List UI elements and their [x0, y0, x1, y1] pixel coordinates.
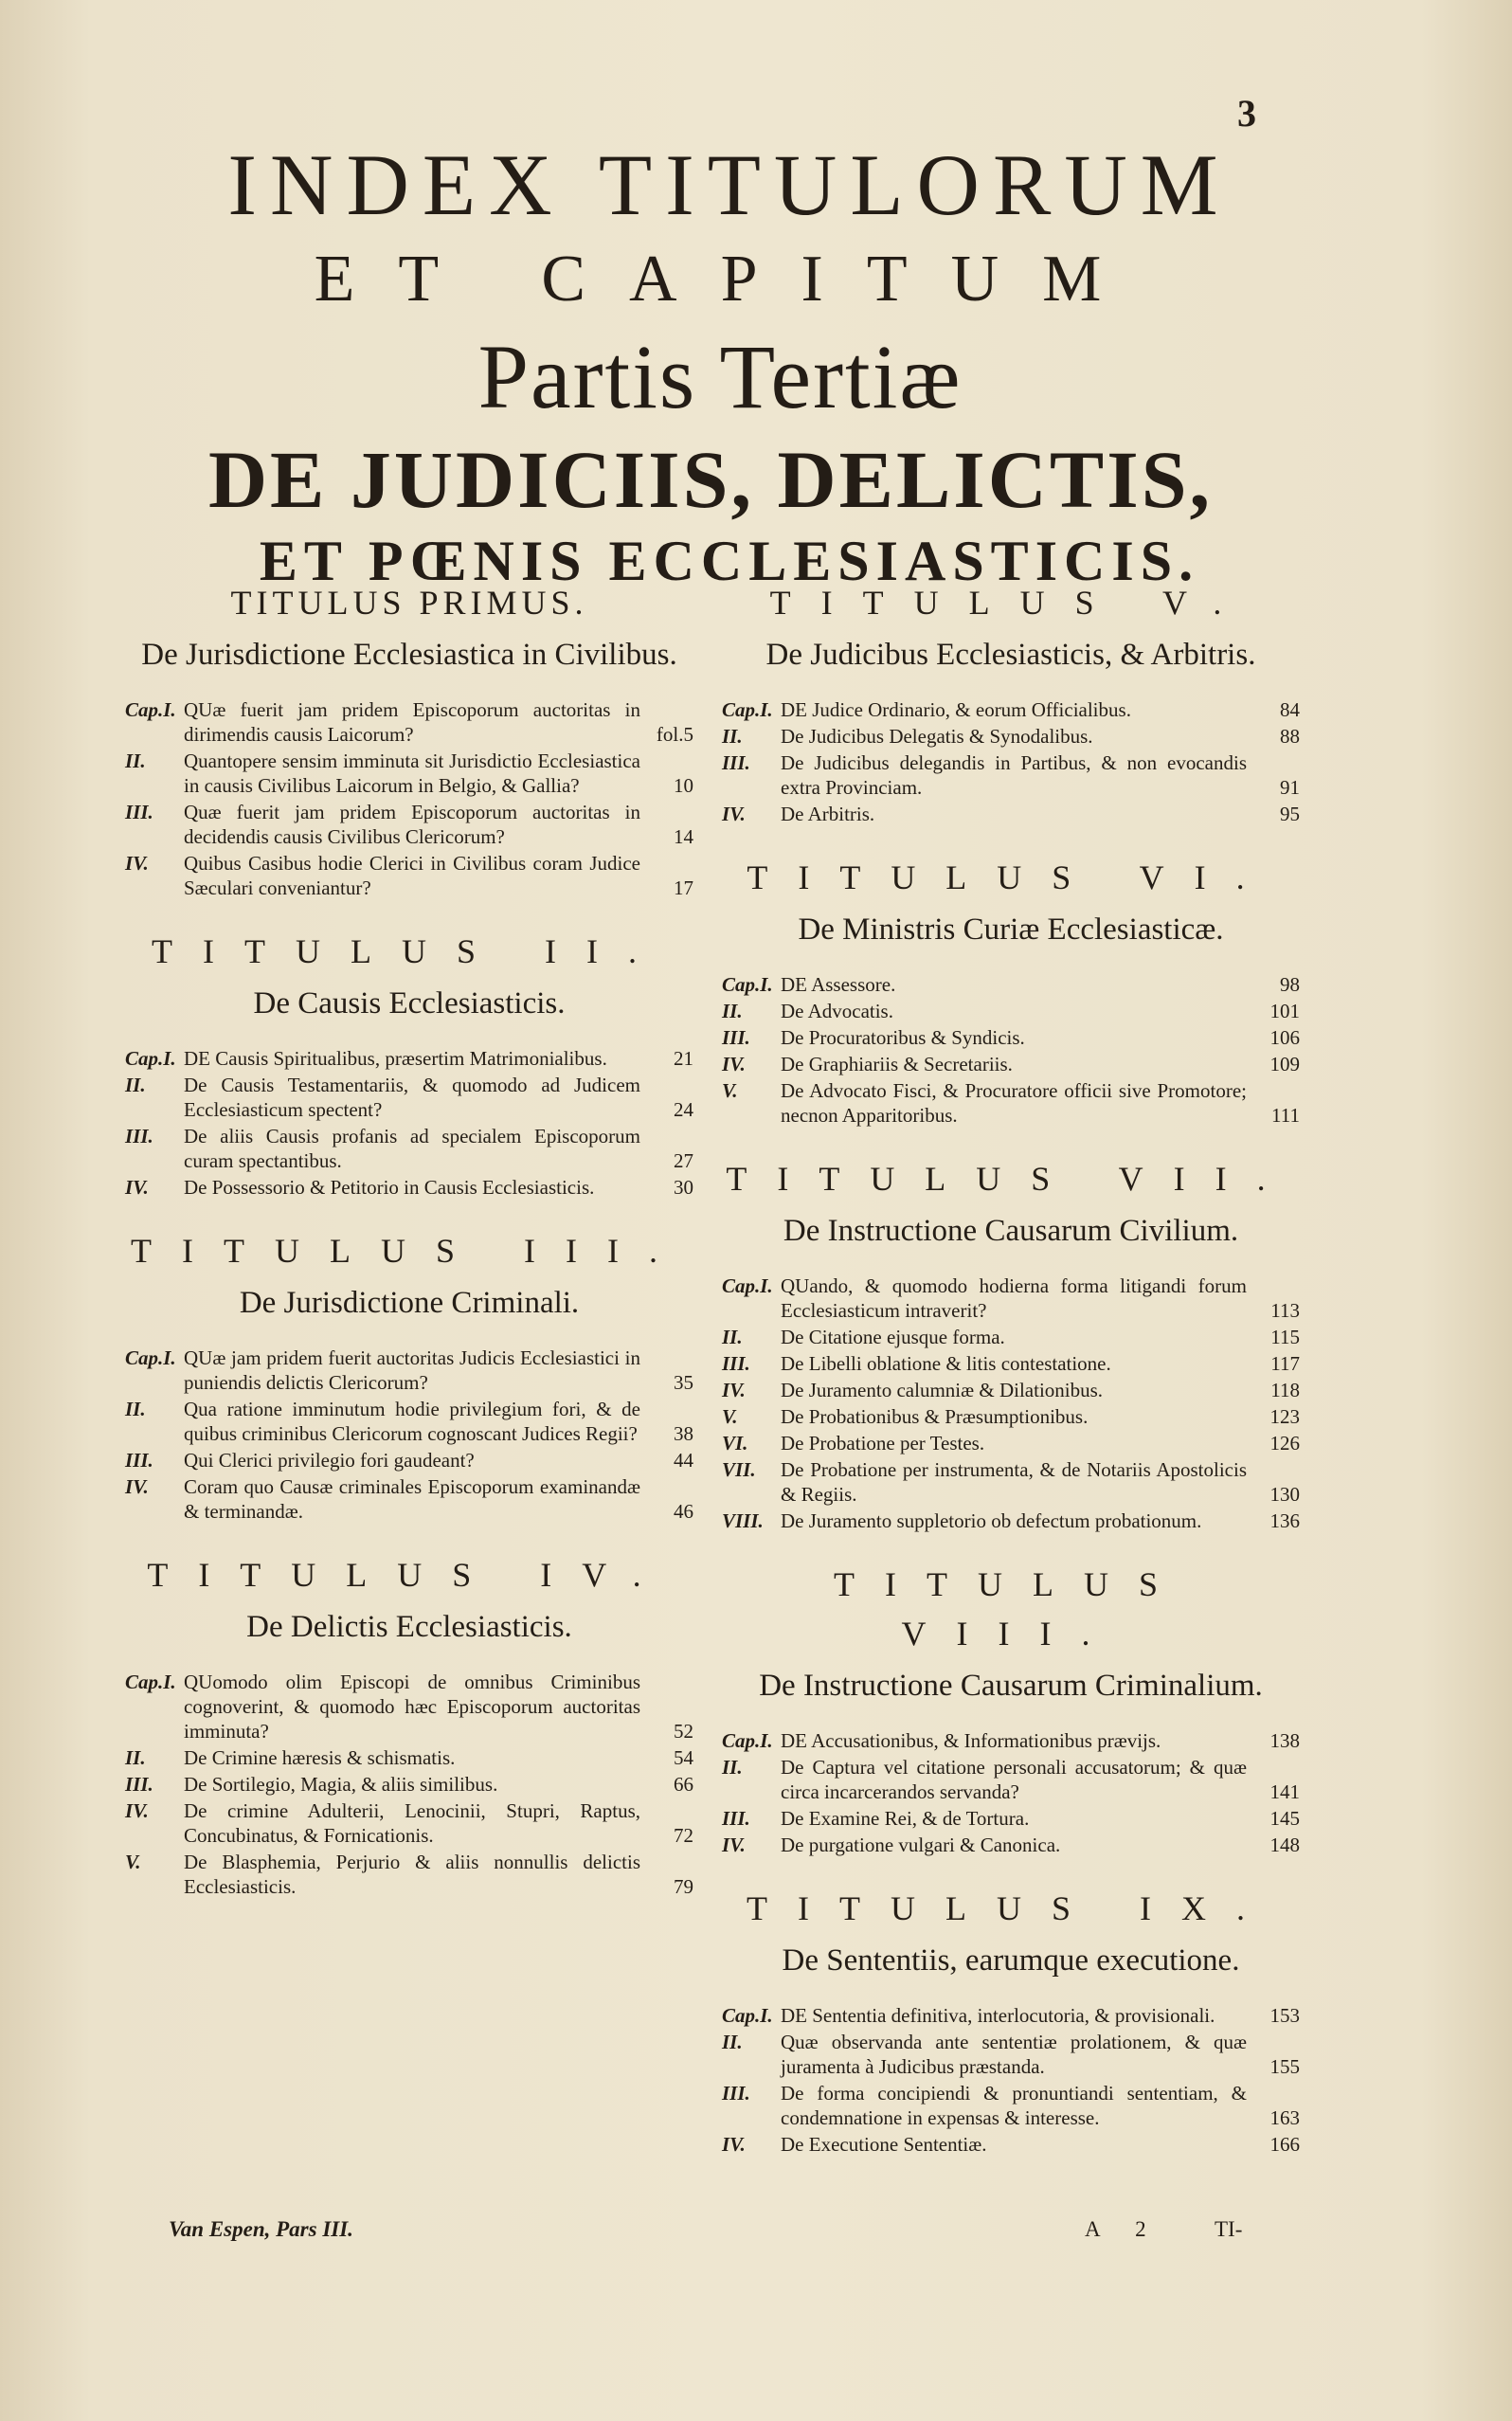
section-title: TITULUS III. — [131, 1232, 688, 1270]
entry-page: 10 — [674, 774, 693, 797]
entry-page: 88 — [1280, 725, 1300, 748]
entry-label: III. — [722, 751, 750, 774]
index-entry — [125, 1124, 693, 1173]
entry-label: II. — [125, 1746, 146, 1769]
entry-label: III. — [722, 1352, 750, 1375]
index-entry — [125, 1448, 693, 1472]
entry-page: 111 — [1271, 1104, 1300, 1127]
section-subtitle: De Causis Ecclesiasticis. — [253, 986, 566, 1021]
entry-text: De Crimine hæresis & schismatis. — [184, 1746, 456, 1769]
left-column — [125, 578, 693, 1925]
index-entry — [125, 697, 693, 747]
entry-text: De Blasphemia, Perjurio & aliis nonnullis delictis Ecclesiasticis. — [184, 1851, 640, 1898]
entry-page: 166 — [1269, 2133, 1300, 2156]
heading-line-2: ET CAPITUM — [314, 243, 1145, 316]
entry-text: QUæ fuerit jam pridem Episcoporum auctoritas in dirimendis causis Laicorum? — [184, 698, 640, 746]
entry-page: 155 — [1269, 2055, 1300, 2078]
entry-label: Cap.I. — [125, 1346, 176, 1369]
heading-line-1: INDEX TITULORUM — [227, 136, 1232, 233]
entry-text: De aliis Causis profanis ad specialem Episcoporum curam spectantibus. — [184, 1125, 640, 1172]
entry-label: IV. — [125, 1176, 149, 1199]
entry-label: IV. — [125, 1475, 149, 1498]
index-entry — [722, 1351, 1300, 1376]
entry-label: II. — [125, 750, 146, 772]
index-entry — [722, 2003, 1300, 2028]
index-entry — [722, 724, 1300, 749]
entry-page: 130 — [1269, 1483, 1300, 1506]
index-entry — [722, 1404, 1300, 1429]
entry-label: Cap.I. — [125, 698, 176, 721]
entry-label: II. — [722, 725, 743, 748]
title-section — [722, 1884, 1300, 2157]
section-title: TITULUS IX. — [747, 1889, 1275, 1927]
entry-page: 109 — [1269, 1053, 1300, 1075]
entry-text: De Captura vel citatione personali accusatorum; & quæ circa incarcerandos servanda? — [781, 1756, 1247, 1803]
footer-signature: A 2 — [1085, 2217, 1161, 2241]
entry-page: 141 — [1269, 1780, 1300, 1803]
section-title: TITULUS V. — [769, 584, 1252, 622]
index-entry — [125, 1745, 693, 1770]
entry-page: 27 — [674, 1149, 693, 1172]
index-entry — [722, 1833, 1300, 1857]
entry-page: 17 — [674, 876, 693, 899]
entry-page: 106 — [1269, 1026, 1300, 1049]
index-entry — [125, 1397, 693, 1446]
title-section — [125, 927, 693, 1200]
entry-label: II. — [125, 1398, 146, 1420]
index-entry — [722, 1755, 1300, 1804]
index-entry — [722, 1274, 1300, 1323]
entry-text: De Juramento calumniæ & Dilationibus. — [781, 1379, 1104, 1401]
footer-catchword: TI- — [1215, 2217, 1243, 2241]
entry-label: IV. — [722, 1379, 746, 1401]
entry-text: QUando, & quomodo hodierna forma litigandi forum Ecclesiasticum intraverit? — [781, 1274, 1247, 1322]
index-entry — [125, 1850, 693, 1899]
entry-text: De Advocatis. — [781, 1000, 893, 1022]
entry-text: DE Accusationibus, & Informationibus prævijs. — [781, 1729, 1161, 1752]
index-entry — [125, 749, 693, 798]
entry-label: VI. — [722, 1432, 748, 1454]
title-section — [125, 1550, 693, 1899]
entry-label: III. — [125, 1773, 153, 1796]
index-entry — [125, 1046, 693, 1071]
section-subtitle: De Jurisdictione Ecclesiastica in Civilibus. — [141, 638, 677, 672]
index-entry — [125, 800, 693, 849]
heading-line-3: Partis Tertiæ — [477, 326, 963, 427]
entry-text: De Possessorio & Petitorio in Causis Ecclesiasticis. — [184, 1176, 595, 1199]
entry-text: De crimine Adulterii, Lenocinii, Stupri, Raptus, Concubinatus, & Fornicationis. — [184, 1799, 640, 1847]
entry-page: 21 — [674, 1047, 693, 1070]
entry-text: DE Judice Ordinario, & eorum Officialibus. — [781, 698, 1131, 721]
entry-text: De Citatione ejusque forma. — [781, 1326, 1005, 1348]
entry-text: De Juramento suppletorio ob defectum probationum. — [781, 1509, 1202, 1532]
entry-page: 35 — [674, 1371, 693, 1394]
entry-text: DE Causis Spiritualibus, præsertim Matrimonialibus. — [184, 1047, 607, 1070]
entry-text: Quantopere sensim imminuta sit Jurisdictio Ecclesiastica in causis Civilibus Laicorum in Belgio, & Gallia? — [184, 750, 640, 797]
heading-line-4: DE JUDICIIS, DELICTIS, — [207, 434, 1214, 525]
entry-label: III. — [722, 2082, 750, 2105]
entry-page: 72 — [674, 1824, 693, 1847]
section-subtitle: De Ministris Curiæ Ecclesiasticæ. — [798, 912, 1224, 947]
index-entry — [722, 1806, 1300, 1831]
entry-label: II. — [722, 1326, 743, 1348]
section-subtitle: De Delictis Ecclesiasticis. — [246, 1610, 572, 1644]
entry-page: 52 — [674, 1720, 693, 1743]
index-entry — [722, 999, 1300, 1023]
index-entry — [722, 1431, 1300, 1455]
entry-page: 66 — [674, 1773, 693, 1796]
entry-label: Cap.I. — [722, 1274, 773, 1297]
entry-page: 117 — [1270, 1352, 1300, 1375]
entry-label: III. — [125, 801, 153, 823]
entry-page: 30 — [674, 1176, 693, 1199]
entry-label: II. — [722, 1000, 743, 1022]
title-section — [722, 853, 1300, 1128]
entry-label: IV. — [722, 1053, 746, 1075]
index-entry — [125, 1772, 693, 1797]
entry-text: QUæ jam pridem fuerit auctoritas Judicis Ecclesiastici in puniendis delictis Clericorum? — [184, 1346, 640, 1394]
index-entry — [722, 1025, 1300, 1050]
entry-label: III. — [722, 1807, 750, 1830]
title-section — [722, 1154, 1300, 1533]
entry-page: 44 — [674, 1449, 693, 1472]
entry-text: De Probatione per Testes. — [781, 1432, 985, 1454]
index-entry — [722, 2030, 1300, 2079]
entry-label: IV. — [125, 1799, 149, 1822]
index-entry — [722, 972, 1300, 997]
index-entry — [722, 1078, 1300, 1128]
section-title: TITULUS IV. — [147, 1556, 672, 1594]
entry-label: II. — [125, 1074, 146, 1096]
entry-text: DE Sententia definitiva, interlocutoria, & provisionali. — [781, 2004, 1215, 2027]
entry-text: De Arbitris. — [781, 803, 875, 825]
entry-text: Qui Clerici privilegio fori gaudeant? — [184, 1449, 475, 1472]
entry-label: Cap.I. — [125, 1671, 176, 1693]
entry-label: V. — [722, 1079, 738, 1102]
entry-label: Cap.I. — [722, 1729, 773, 1752]
entry-label: VIII. — [722, 1509, 764, 1532]
section-title: TITULUS VI. — [747, 858, 1275, 896]
section-title: TITULUS PRIMUS. — [230, 584, 588, 622]
index-entry — [722, 1728, 1300, 1753]
entry-label: II. — [722, 2031, 743, 2053]
entry-page: 136 — [1269, 1509, 1300, 1532]
entry-label: IV. — [125, 852, 149, 875]
entry-label: II. — [722, 1756, 743, 1779]
entry-page: 54 — [674, 1746, 693, 1769]
entry-page: 123 — [1269, 1405, 1300, 1428]
section-subtitle: De Instructione Causarum Civilium. — [783, 1214, 1239, 1248]
entry-page: 126 — [1269, 1432, 1300, 1454]
entry-page: 113 — [1270, 1299, 1300, 1322]
page-heading — [0, 133, 1421, 595]
entry-text: De Probationibus & Præsumptionibus. — [781, 1405, 1089, 1428]
entry-page: 98 — [1280, 973, 1300, 996]
entry-label: III. — [722, 1026, 750, 1049]
entry-text: Qua ratione imminutum hodie privilegium fori, & de quibus criminibus Clericorum cognoscant Judices Regii? — [184, 1398, 640, 1445]
index-entry — [125, 1175, 693, 1200]
entry-text: De Probatione per instrumenta, & de Notariis Apostolicis & Regiis. — [781, 1458, 1247, 1506]
entry-text: De Judicibus delegandis in Partibus, & non evocandis extra Provinciam. — [781, 751, 1247, 799]
index-entry — [125, 1346, 693, 1395]
section-subtitle: De Sententiis, earumque executione. — [782, 1943, 1240, 1978]
entry-label: V. — [125, 1851, 141, 1873]
index-entry — [722, 697, 1300, 722]
index-entry — [722, 1378, 1300, 1402]
entry-label: IV. — [722, 2133, 746, 2156]
index-entry — [125, 1670, 693, 1743]
page-number: 3 — [1237, 92, 1256, 135]
entry-text: De forma concipiendi & pronuntiandi sententiam, & condemnatione in expensas & interesse. — [781, 2082, 1247, 2129]
entry-label: Cap.I. — [125, 1047, 176, 1070]
index-entry — [125, 851, 693, 900]
entry-text: De Causis Testamentariis, & quomodo ad Judicem Ecclesiasticum spectent? — [184, 1074, 640, 1121]
entry-label: III. — [125, 1449, 153, 1472]
entry-label: Cap.I. — [722, 2004, 773, 2027]
entry-page: 153 — [1269, 2004, 1300, 2027]
entry-page: 24 — [674, 1098, 693, 1121]
index-entry — [722, 1052, 1300, 1076]
right-column — [722, 578, 1300, 2183]
entry-page: 38 — [674, 1422, 693, 1445]
entry-page: 148 — [1269, 1834, 1300, 1856]
entry-label: III. — [125, 1125, 153, 1147]
index-entry — [722, 1325, 1300, 1349]
entry-page: 101 — [1269, 1000, 1300, 1022]
index-entry — [722, 750, 1300, 800]
entry-text: DE Assessore. — [781, 973, 896, 996]
index-entry — [722, 2132, 1300, 2157]
entry-label: IV. — [722, 1834, 746, 1856]
entry-page: 163 — [1269, 2106, 1300, 2129]
section-title: TITULUS II. — [152, 932, 667, 970]
entry-page: 79 — [674, 1875, 693, 1898]
entry-text: De Libelli oblatione & litis contestatione. — [781, 1352, 1111, 1375]
section-subtitle: De Judicibus Ecclesiasticis, & Arbitris. — [765, 638, 1256, 672]
entry-page: 84 — [1280, 698, 1300, 721]
index-entry — [722, 1509, 1300, 1533]
entry-page: 14 — [674, 825, 693, 848]
title-section — [125, 578, 693, 900]
index-entry — [722, 2081, 1300, 2130]
entry-page: 145 — [1269, 1807, 1300, 1830]
entry-label: VII. — [722, 1458, 756, 1481]
entry-text: QUomodo olim Episcopi de omnibus Criminibus cognoverint, & quomodo hæc Episcoporum auctoritas imminuta? — [184, 1671, 640, 1743]
entry-text: De purgatione vulgari & Canonica. — [781, 1834, 1061, 1856]
section-title: TITULUS VII. — [726, 1160, 1296, 1198]
entry-page: 46 — [674, 1500, 693, 1523]
section-subtitle: De Jurisdictione Criminali. — [239, 1286, 580, 1320]
entry-text: Coram quo Causæ criminales Episcoporum examinandæ & terminandæ. — [184, 1475, 640, 1523]
entry-label: V. — [722, 1405, 738, 1428]
heading-line-5: ET PŒNIS ECCLESIASTICIS. — [259, 530, 1200, 592]
section-subtitle: De Instructione Causarum Criminalium. — [759, 1669, 1263, 1703]
entry-text: Quibus Casibus hodie Clerici in Civilibus coram Judice Sæculari conveniantur? — [184, 852, 640, 899]
title-section — [722, 1560, 1300, 1857]
index-entry — [722, 802, 1300, 826]
entry-text: De Procuratoribus & Syndicis. — [781, 1026, 1025, 1049]
footer-author: Van Espen, Pars III. — [169, 2217, 353, 2241]
entry-text: De Sortilegio, Magia, & aliis similibus. — [184, 1773, 498, 1796]
entry-text: De Graphiariis & Secretariis. — [781, 1053, 1013, 1075]
index-entry — [125, 1798, 693, 1848]
entry-text: De Judicibus Delegatis & Synodalibus. — [781, 725, 1093, 748]
entry-text: Quæ fuerit jam pridem Episcoporum auctoritas in decidendis causis Civilibus Clericorum? — [184, 801, 640, 848]
index-entry — [722, 1457, 1300, 1507]
entry-label: Cap.I. — [722, 698, 773, 721]
title-section — [125, 1226, 693, 1524]
entry-text: Quæ observanda ante sententiæ prolationem, & quæ juramenta à Judicibus præstanda. — [781, 2031, 1247, 2078]
index-entry — [125, 1073, 693, 1122]
title-section — [722, 578, 1300, 826]
entry-page: fol.5 — [656, 723, 693, 746]
entry-page: 95 — [1280, 803, 1300, 825]
entry-label: IV. — [722, 803, 746, 825]
entry-text: De Examine Rei, & de Tortura. — [781, 1807, 1030, 1830]
entry-page: 91 — [1280, 776, 1300, 799]
entry-page: 138 — [1269, 1729, 1300, 1752]
section-title: TITULUS VIII. — [834, 1565, 1188, 1653]
entry-text: De Advocato Fisci, & Procuratore officii sive Promotore; necnon Apparitoribus. — [781, 1079, 1247, 1127]
entry-page: 118 — [1270, 1379, 1300, 1401]
entry-page: 115 — [1270, 1326, 1300, 1348]
entry-text: De Executione Sententiæ. — [781, 2133, 987, 2156]
index-entry — [125, 1474, 693, 1524]
entry-label: Cap.I. — [722, 973, 773, 996]
